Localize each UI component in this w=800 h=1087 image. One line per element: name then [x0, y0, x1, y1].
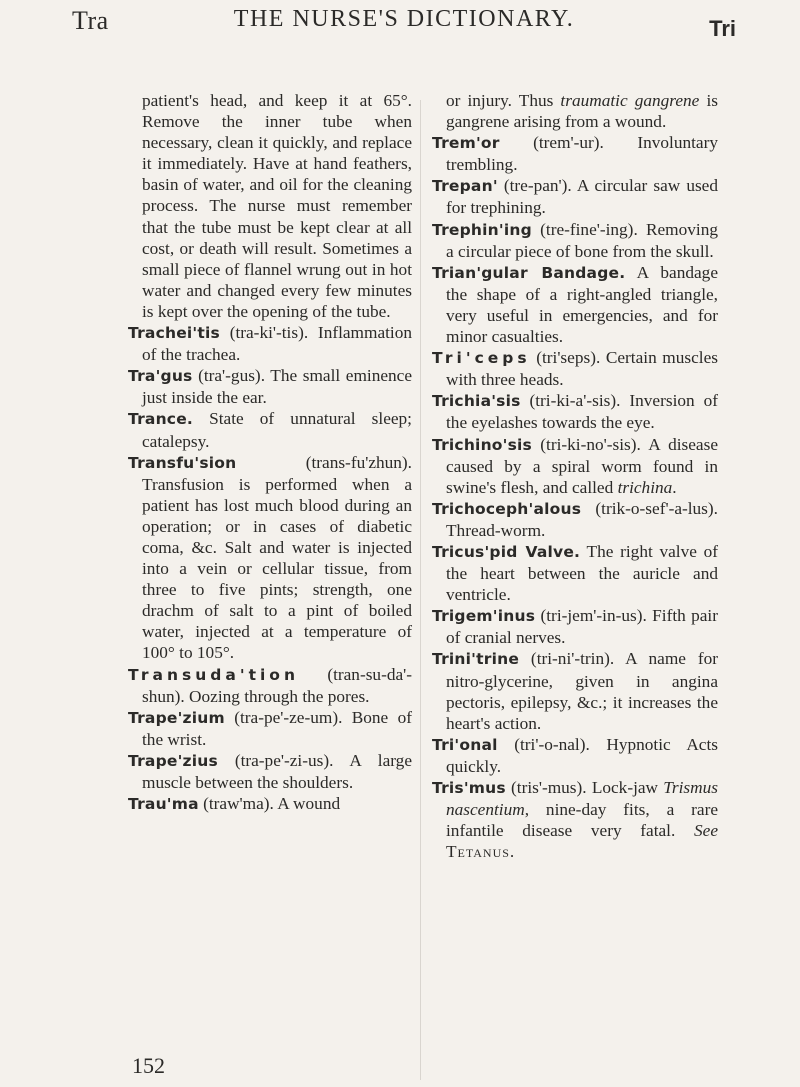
entry-definition: State of unnatural sleep; catalepsy.	[142, 409, 412, 451]
entry-definition: (traw'ma). A wound	[198, 794, 341, 814]
dictionary-entry	[432, 347, 718, 390]
entry-definition: (tri'-o-nal). Hypnotic Acts quickly.	[446, 734, 718, 776]
dictionary-entry	[432, 648, 718, 733]
left-column	[128, 90, 412, 815]
dictionary-entry	[432, 734, 718, 777]
entry-definition: A bandage the shape of a right-angled triangle, very useful in emergencies, and for minor casualties.	[446, 262, 718, 347]
dictionary-entry	[432, 262, 718, 347]
dictionary-entry	[128, 750, 412, 793]
dictionary-entry	[432, 605, 718, 648]
entry-term: Tris'mus	[432, 779, 506, 797]
entry-term: Trachei'tis	[128, 324, 220, 343]
entry-definition: (tra-ki'-tis). Inflammation of the trachea.	[142, 323, 412, 365]
dictionary-entry	[432, 175, 718, 218]
continuation-text: patient's head, and keep it at 65°. Remove the inner tube when necessary, clean it quickly, and replace it immediately. Have at hand feathers, basin of water, and oil for the cleaning process. The nurse must remember that the tube must be kept clear at all cost, or death will result. Sometimes a small piece of flannel wrung out in hot water and changed every few minutes is kept over the opening of the tube.	[142, 91, 412, 321]
dictionary-entry	[432, 390, 718, 433]
entry-term: Trance.	[128, 410, 193, 429]
dictionary-entry	[128, 322, 412, 365]
entry-term: Trau'ma	[128, 795, 199, 814]
entry-term: Tricus'pid Valve.	[432, 542, 581, 561]
running-header	[72, 6, 736, 46]
entry-definition: (tri-ki-a'-sis). Inversion of the eyelashes towards the eye.	[446, 391, 718, 433]
column-divider	[420, 100, 421, 1080]
entry-definition-end: .	[672, 477, 677, 497]
entry-definition: (tra'-gus). The small eminence just inside the ear.	[142, 366, 412, 408]
entry-term: Trape'zium	[128, 708, 225, 727]
entry-term: Trepan'	[432, 177, 498, 196]
dictionary-entry	[128, 793, 412, 815]
dictionary-entry	[432, 434, 718, 498]
right-guide-word: Tri	[709, 16, 736, 41]
entry-definition: (trans-fu'zhun). Transfusion is performed when a patient has lost much blood during an operation; or in cases of diabetic coma, &c. Salt and water is injected into a vein or cellular tissue, from three to five pints; strength, one drachm of salt to a pint of boiled water, injected at a temperature of 100° to 105°.	[142, 452, 412, 663]
dictionary-entry	[432, 132, 718, 175]
dictionary-entry	[432, 777, 718, 862]
entry-term: Trini'trine	[432, 650, 520, 669]
entry-term: Tra'gus	[128, 367, 193, 386]
entry-term: Tri'ceps	[432, 349, 531, 368]
entry-definition: (tran-su-da'-shun). Oozing through the pores.	[142, 664, 412, 706]
see-also-reference: Tetanus.	[446, 842, 516, 862]
page-number: 152	[132, 1053, 165, 1078]
entry-definition: (tre-fine'-ing). Removing a circular piece of bone from the skull.	[446, 219, 718, 261]
entry-definition: (tris'-mus). Lock-jaw	[505, 778, 664, 797]
entry-definition: (tri-ni'-trin). A name for nitro-glycerine, given in angina pectoris, epilepsy, &c.; it increases the heart's action.	[446, 649, 718, 733]
see-also-label: See	[694, 821, 718, 841]
entry-term: Trichia'sis	[432, 392, 521, 411]
left-guide-word: Tra	[72, 6, 109, 35]
entry-definition: The right valve of the heart between the auricle and ventricle.	[446, 541, 718, 605]
entry-definition-end: , nine-day fits, a rare infantile disease very fatal.	[446, 800, 718, 841]
entry-term: Transfu'sion	[128, 453, 237, 472]
right-column	[432, 90, 718, 862]
dictionary-entry	[432, 498, 718, 541]
entry-term: Trem'or	[432, 134, 500, 153]
entry-term: Tri'onal	[432, 735, 498, 754]
entry-term: Trian'gular Bandage.	[432, 263, 626, 282]
entry-definition: (tra-pe'-ze-um). Bone of the wrist.	[142, 707, 412, 749]
dictionary-entry	[128, 707, 412, 750]
entry-term: Trichoceph'alous	[432, 499, 582, 518]
continuation-text-end: is gangrene arising from a wound.	[446, 91, 718, 132]
entry-term: Trichino'sis	[432, 435, 532, 454]
entry-term: Trape'zius	[128, 751, 218, 770]
dictionary-entry	[432, 219, 718, 262]
entry-definition: (tri-jem'-in-us). Fifth pair of cranial nerves.	[446, 606, 718, 648]
entry-term: Trigem'inus	[432, 607, 536, 626]
entry-term: Trephin'ing	[432, 220, 532, 239]
entry-term: Transuda'tion	[128, 665, 299, 684]
continuation-italic-term: traumatic gangrene	[560, 91, 700, 110]
entry-definition: (trik-o-sef'-a-lus). Thread-worm.	[446, 498, 718, 540]
page-title: THE NURSE'S DICTIONARY.	[233, 6, 575, 32]
dictionary-entry	[128, 452, 412, 664]
dictionary-entry	[128, 408, 412, 451]
entry-definition: (tri'seps). Certain muscles with three heads.	[446, 348, 718, 390]
entry-definition: (tra-pe'-zi-us). A large muscle between the shoulders.	[142, 750, 412, 792]
dictionary-entry	[128, 664, 412, 707]
continuation-text	[432, 90, 718, 132]
entry-italic-term: Trismus nascentium	[446, 778, 718, 820]
entry-italic-term: trichina	[617, 477, 673, 497]
entry-definition: (trem'-ur). Involuntary trembling.	[446, 133, 718, 175]
continuation-text-start: or injury. Thus	[446, 91, 561, 110]
dictionary-entry	[128, 365, 412, 408]
entry-definition: (tre-pan'). A circular saw used for trephining.	[446, 176, 718, 218]
dictionary-entry	[432, 541, 718, 605]
entry-definition: (tri-ki-no'-sis). A disease caused by a spiral worm found in swine's flesh, and called	[446, 434, 718, 497]
